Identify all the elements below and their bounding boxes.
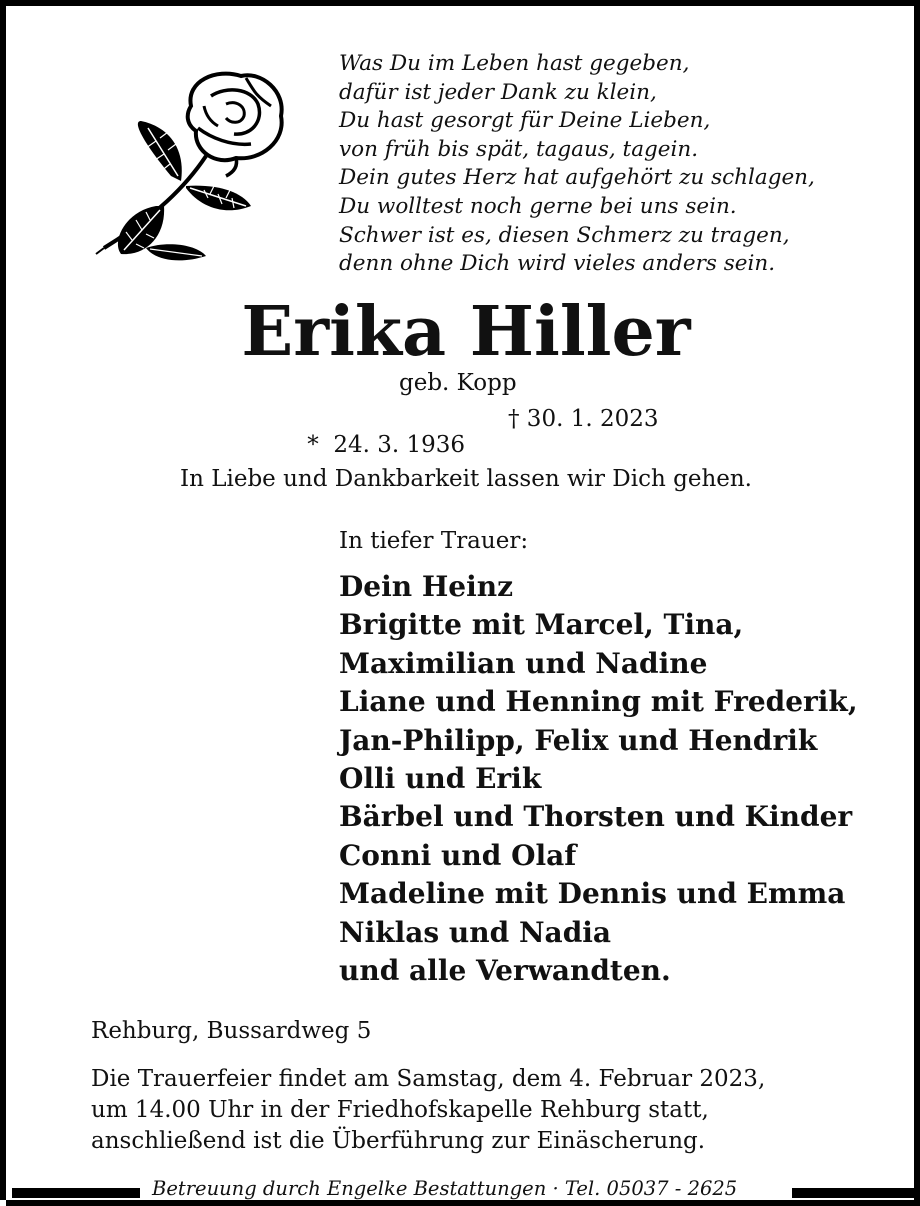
poem xyxy=(339,50,899,279)
birth-date: * 24. 3. 1936 xyxy=(307,432,466,458)
poem-line: dafür ist jeder Dank zu klein, xyxy=(339,79,657,105)
mourner-line: Madeline mit Dennis und Emma xyxy=(339,877,846,911)
address: Rehburg, Bussardweg 5 xyxy=(91,1018,372,1044)
funeral-home-footer: Betreuung durch Engelke Bestattungen · Tel. 05037 - 2625 xyxy=(152,1177,738,1200)
mourner-line: Jan-Philipp, Felix und Hendrik xyxy=(339,723,818,757)
farewell-line: In Liebe und Dankbarkeit lassen wir Dich gehen. xyxy=(180,466,752,492)
mourners-label: In tiefer Trauer: xyxy=(339,528,529,554)
deceased-name: Erika Hiller xyxy=(241,292,691,372)
poem-line: Du wolltest noch gerne bei uns sein. xyxy=(339,193,737,219)
mourners-list xyxy=(339,568,858,990)
mourner-line: Bärbel und Thorsten und Kinder xyxy=(339,800,853,834)
mourner-line: Brigitte mit Marcel, Tina, xyxy=(339,608,744,642)
poem-line: denn ohne Dich wird vieles anders sein. xyxy=(339,251,776,277)
poem-line: von früh bis spät, tagaus, tagein. xyxy=(339,136,699,162)
rose-icon xyxy=(86,66,296,266)
mourner-line: Liane und Henning mit Frederik, xyxy=(339,685,858,719)
mourner-line: Conni und Olaf xyxy=(339,838,577,872)
ceremony-line: Die Trauerfeier findet am Samstag, dem 4. Februar 2023, xyxy=(91,1066,766,1092)
mourner-line: Maximilian und Nadine xyxy=(339,646,708,680)
death-date: † 30. 1. 2023 xyxy=(508,406,659,432)
poem-line: Dein gutes Herz hat aufgehört zu schlagen, xyxy=(339,165,815,191)
poem-line: Was Du im Leben hast gegeben, xyxy=(339,51,690,76)
poem-line: Schwer ist es, diesen Schmerz zu tragen, xyxy=(339,222,790,248)
mourner-line: Olli und Erik xyxy=(339,762,542,796)
ceremony-line: um 14.00 Uhr in der Friedhofskapelle Rehburg statt, xyxy=(91,1097,709,1123)
ceremony-line: anschließend ist die Überführung zur Einäscherung. xyxy=(91,1128,706,1154)
bottom-border xyxy=(6,1200,920,1206)
mourner-line: und alle Verwandten. xyxy=(339,954,671,988)
mourner-line: Dein Heinz xyxy=(339,570,514,603)
footer-rule-right xyxy=(792,1188,920,1198)
ceremony-info xyxy=(91,1064,765,1157)
maiden-name: geb. Kopp xyxy=(399,370,517,396)
poem-line: Du hast gesorgt für Deine Lieben, xyxy=(339,108,711,134)
mourner-line: Niklas und Nadia xyxy=(339,915,612,949)
footer-rule-left xyxy=(12,1188,140,1198)
